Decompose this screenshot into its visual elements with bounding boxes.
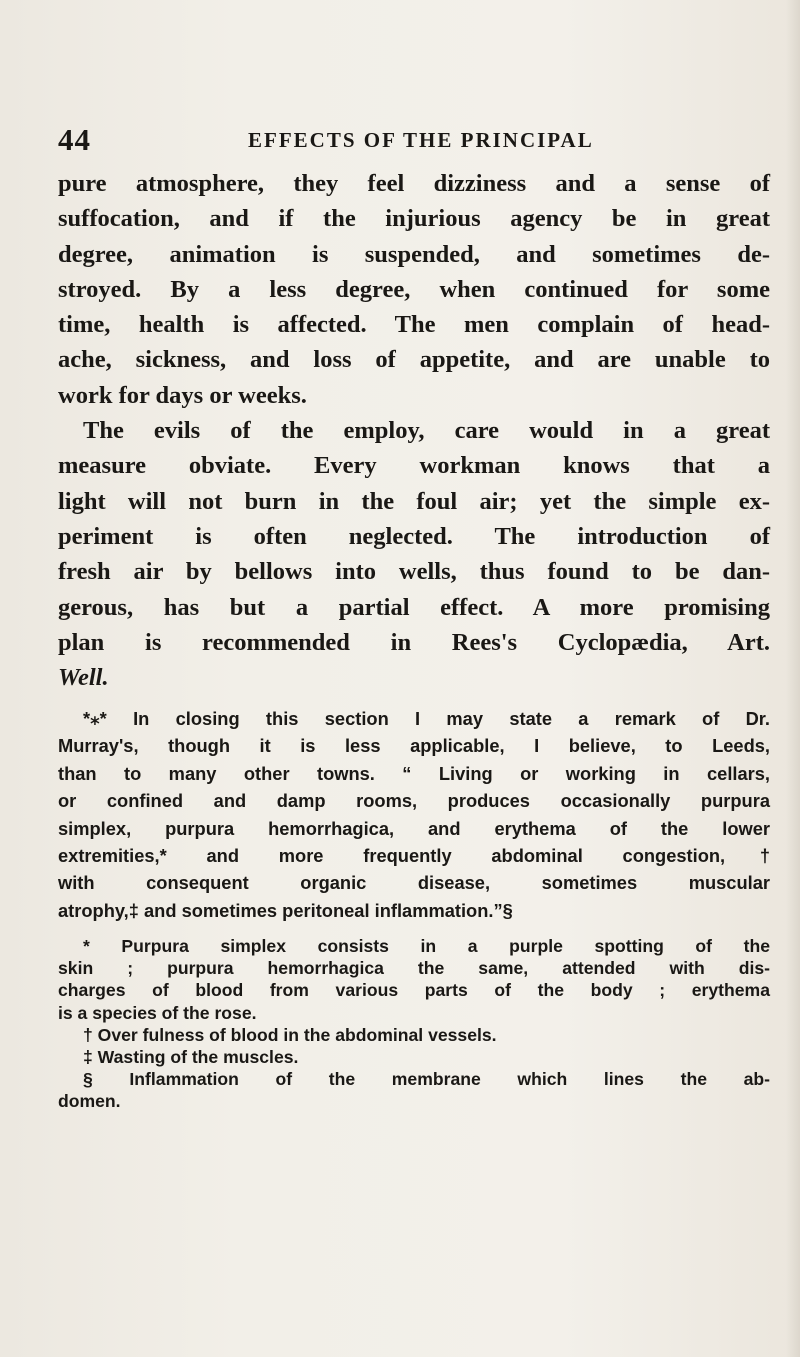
running-head: EFFECTS OF THE PRINCIPAL <box>248 128 594 152</box>
footnote-line: charges of blood from various parts of the body ; erythema <box>58 980 770 1001</box>
footnote-line: is a species of the rose. <box>58 1002 257 1023</box>
body-line: time, health is affected. The men complain of head- <box>58 311 770 339</box>
body-line: ache, sickness, and loss of appetite, and are unable to <box>58 346 770 374</box>
body-line: Well. <box>58 664 109 692</box>
note-line: Murray's, though it is less applicable, I believe, to Leeds, <box>58 735 770 757</box>
body-line: light will not burn in the foul air; yet the simple ex- <box>58 487 770 515</box>
note-line: atrophy,‡ and sometimes peritoneal inflammation.”§ <box>58 899 513 921</box>
footnote-line: domen. <box>58 1091 121 1112</box>
main-paragraphs <box>58 166 770 695</box>
note-line: simplex, purpura hemorrhagica, and erythema of the lower <box>58 817 770 839</box>
footnote-line: § Inflammation of the membrane which lines the ab- <box>83 1069 770 1090</box>
note-line: extremities,* and more frequently abdominal congestion,† <box>58 844 770 866</box>
footnote-line: † Over fulness of blood in the abdominal vessels. <box>83 1024 497 1045</box>
footnotes <box>58 935 770 1113</box>
section-note <box>58 705 770 924</box>
body-line: measure obviate. Every workman knows that a <box>58 452 770 480</box>
body-line: stroyed. By a less degree, when continued for some <box>58 275 770 303</box>
body-line: pure atmosphere, they feel dizziness and a sense of <box>58 170 770 197</box>
note-line: *⁎* In closing this section I may state a remark of Dr. <box>83 708 770 729</box>
body-line: periment is often neglected. The introduction of <box>58 522 770 550</box>
page-header <box>58 122 758 162</box>
body-line: plan is recommended in Rees's Cyclopædia, Art. <box>58 628 770 656</box>
note-line: with consequent organic disease, sometimes muscular <box>58 872 770 894</box>
body-line: gerous, has but a partial effect. A more promising <box>58 593 770 621</box>
body-line: The evils of the employ, care would in a great <box>83 417 770 445</box>
footnote-line: ‡ Wasting of the muscles. <box>83 1046 299 1067</box>
footnote-line: * Purpura simplex consists in a purple spotting of the <box>83 936 770 956</box>
page-number: 44 <box>58 122 91 157</box>
page-edge-shadow <box>786 0 800 1357</box>
note-line: or confined and damp rooms, produces occasionally purpura <box>58 790 770 812</box>
body-line: work for days or weeks. <box>58 381 307 409</box>
note-line: than to many other towns. “ Living or working in cellars, <box>58 762 770 784</box>
body-line: degree, animation is suspended, and sometimes de- <box>58 240 770 268</box>
body-line: suffocation, and if the injurious agency be in great <box>58 205 770 233</box>
body-line: fresh air by bellows into wells, thus found to be dan- <box>58 558 770 586</box>
footnote-line: skin ; purpura hemorrhagica the same, attended with dis- <box>58 958 770 979</box>
